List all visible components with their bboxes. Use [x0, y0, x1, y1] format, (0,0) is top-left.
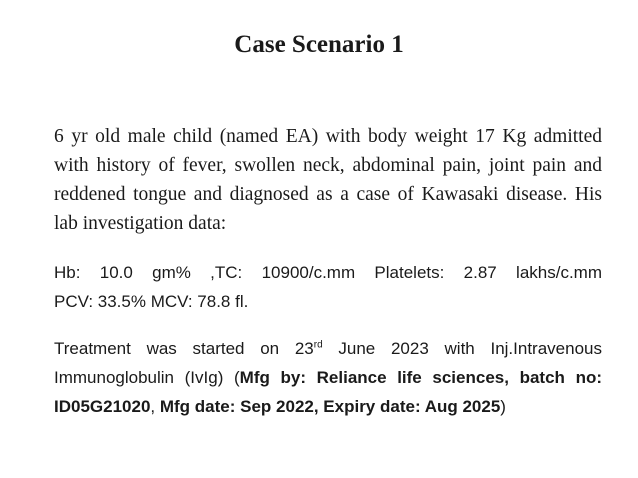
lab-investigation-data [54, 258, 602, 316]
treatment-details [54, 334, 602, 421]
date-ordinal-suffix: rd [313, 339, 323, 351]
mfg-expiry-dates: Mfg date: Sep 2022, Expiry date: Aug 2025 [159, 397, 501, 416]
manufacturer-batch: Mfg by: Reliance life sciences, batch no: ID05G21020 [54, 368, 602, 416]
slide-title: Case Scenario 1 [234, 31, 404, 58]
separator: , [150, 397, 160, 416]
case-description: 6 yr old male child (named EA) with body weight 17 Kg admitted with history of fever, swollen neck, abdominal pain, joint pain and reddened tongue and diagnosed as a case of Kawasaki disease. His lab investigation data: [54, 126, 602, 234]
closing-paren: ) [500, 397, 506, 416]
lab-values-line-1: Hb: 10.0 gm% ,TC: 10900/c.mm Platelets: 2.87 lakhs/c.mm [54, 263, 602, 282]
treatment-intro: Treatment was started on 23 [54, 339, 314, 358]
lab-values-line-2: PCV: 33.5% MCV: 78.8 fl. [54, 292, 249, 311]
treatment-drug: June 2023 with Inj.Intravenous Immunoglobulin (IvIg) ( [54, 339, 602, 387]
